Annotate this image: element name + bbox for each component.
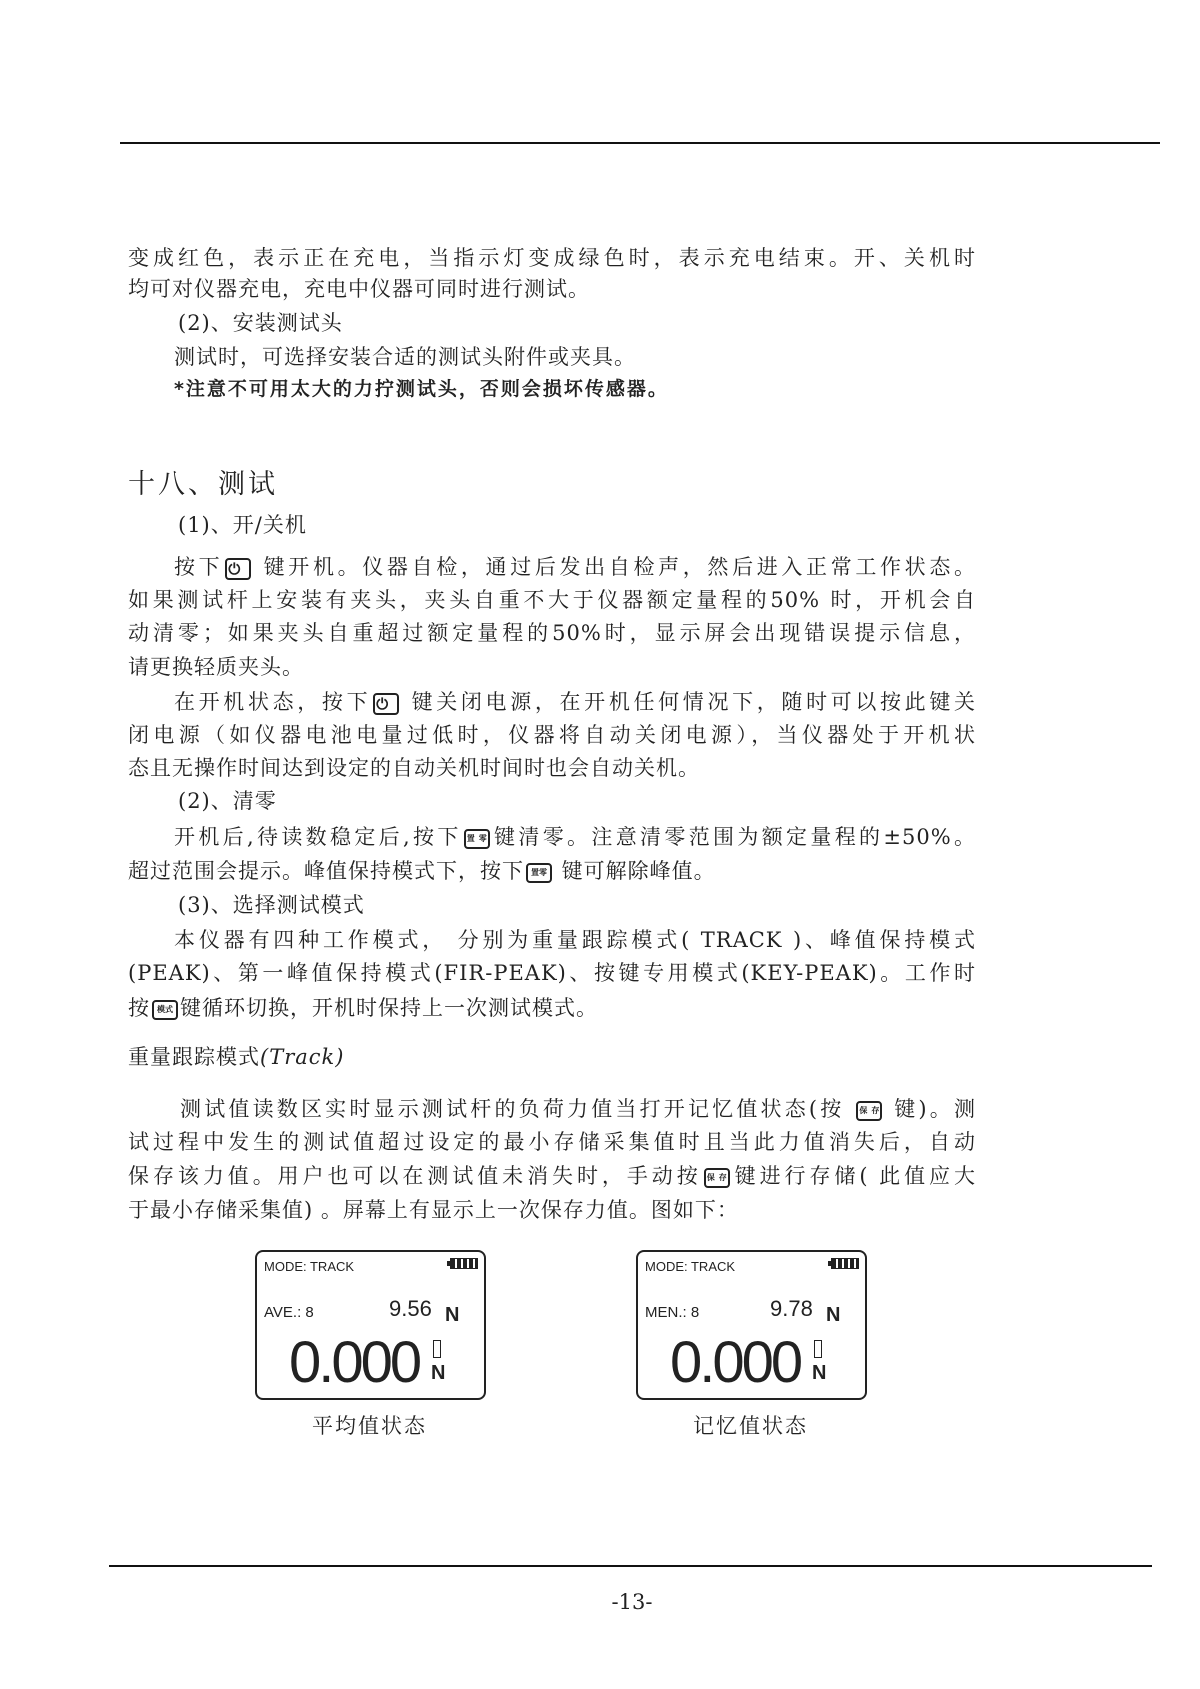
text-line: [128, 993, 976, 1023]
text-line: [178, 786, 1026, 816]
text-line: [128, 243, 976, 273]
text-run: 开机后,待读数稳定后,按下: [174, 825, 462, 849]
down-arrow-icon: [433, 1340, 441, 1358]
zero-key-icon: 置零: [526, 863, 552, 883]
text-line: [128, 753, 976, 783]
text-run: 动清零；如果夹头自重超过额定量程的50%时，显示屏会出现错误提示信息，: [128, 621, 976, 645]
zero-key-icon: 置零: [464, 829, 490, 849]
lcd-value: 9.78: [770, 1296, 813, 1321]
lcd-reading-unit: N: [812, 1362, 827, 1384]
text-run: 键进行存储( 此值应大: [731, 1164, 977, 1188]
lcd-value: 9.56: [389, 1296, 432, 1321]
text-run: (PEAK)、第一峰值保持模式(FIR-PEAK)、按键专用模式(KEY-PEAK)。工作时: [128, 961, 976, 985]
text-italic: (Track): [260, 1045, 345, 1069]
text-line: [180, 1094, 976, 1124]
text-run: 超过范围会提示。峰值保持模式下，按下: [128, 859, 524, 883]
text-run: 保存该力值。用户也可以在测试值未消失时，手动按: [128, 1164, 702, 1188]
text-run: 态且无操作时间达到设定的自动关机时间时也会自动关机。: [128, 756, 700, 780]
text-run: 键)。测: [884, 1097, 976, 1121]
text-line: [128, 1127, 976, 1157]
text-line: [178, 890, 1026, 920]
text-run: 在开机状态，按下: [174, 690, 372, 714]
mode-key-icon: 模式: [152, 1000, 178, 1020]
lcd-reading: 0.000: [670, 1330, 801, 1395]
text-line: [174, 687, 976, 717]
footer-rule: [109, 1565, 1152, 1567]
lcd-label: MEN.: 8: [645, 1304, 700, 1321]
text-run: 测试值读数区实时显示测试杆的负荷力值当打开记忆值状态(按: [180, 1097, 855, 1121]
text-line: [128, 1195, 976, 1225]
lcd-display-memory: [636, 1250, 867, 1400]
text-line: [178, 510, 1026, 540]
header-rule: [120, 142, 1160, 144]
text-run: 重量跟踪模式: [128, 1045, 260, 1069]
save-key-icon: 保存: [704, 1168, 730, 1188]
text-run: 均可对仪器充电，充电中仪器可同时进行测试。: [128, 277, 590, 301]
text-line: [128, 652, 976, 682]
text-line: [128, 274, 976, 304]
text-run: (2)、清零: [178, 789, 277, 813]
down-arrow-icon: [814, 1340, 822, 1358]
page-number: -13-: [611, 1590, 653, 1614]
text-run: (3)、选择测试模式: [178, 893, 365, 917]
battery-icon: [831, 1258, 859, 1269]
lcd-mode: MODE: TRACK: [645, 1259, 736, 1274]
text-run: 键关闭电源，在开机任何情况下，随时可以按此键关: [401, 690, 976, 714]
text-line: [128, 585, 976, 615]
power-key-icon: ⏻: [373, 693, 399, 715]
lcd-display-average: [255, 1250, 486, 1400]
text-line: [128, 856, 976, 886]
text-line: [128, 1161, 976, 1191]
lcd-reading-unit: N: [431, 1362, 446, 1384]
text-run: 试过程中发生的测试值超过设定的最小存储采集值时且当此力值消失后，自动: [128, 1130, 976, 1154]
text-run: *注意不可用太大的力拧测试头，否则会损坏传感器。: [174, 378, 669, 400]
lcd-unit: N: [445, 1304, 460, 1326]
save-key-icon: 保存: [856, 1101, 882, 1121]
text-line: [178, 308, 1026, 338]
lcd-mode: MODE: TRACK: [264, 1259, 355, 1274]
lcd-label: AVE.: 8: [264, 1304, 314, 1321]
text-line: [174, 342, 976, 372]
figure-caption: 记忆值状态: [693, 1414, 808, 1438]
battery-icon: [450, 1258, 478, 1269]
text-line: [128, 720, 976, 750]
text-line: [174, 925, 976, 955]
text-line: [128, 618, 976, 648]
text-run: 本仪器有四种工作模式， 分别为重量跟踪模式( TRACK )、峰值保持模式: [174, 928, 976, 952]
text-line: [128, 958, 976, 988]
lcd-reading: 0.000: [289, 1330, 420, 1395]
text-run: 变成红色，表示正在充电，当指示灯变成绿色时，表示充电结束。开、关机时: [128, 246, 976, 270]
text-run: 请更换轻质夹头。: [128, 655, 304, 679]
text-run: 测试时，可选择安装合适的测试头附件或夹具。: [174, 345, 636, 369]
text-run: 键清零。注意清零范围为额定量程的±50%。: [491, 825, 976, 849]
text-line: [174, 822, 976, 852]
text-run: 键可解除峰值。: [554, 859, 716, 883]
text-run: (2)、安装测试头: [178, 311, 343, 335]
text-run: 如果测试杆上安装有夹头，夹头自重不大于仪器额定量程的50% 时，开机会自: [128, 588, 976, 612]
text-run: 键开机。仪器自检，通过后发出自检声，然后进入正常工作状态。: [253, 555, 976, 579]
power-key-icon: ⏻: [225, 558, 251, 580]
text-run: (1)、开/关机: [178, 513, 307, 537]
lcd-unit: N: [826, 1304, 841, 1326]
text-run: 键循环切换，开机时保持上一次测试模式。: [180, 996, 598, 1020]
text-run: 按下: [174, 555, 224, 579]
figure-caption: 平均值状态: [312, 1414, 427, 1438]
section-heading: 十八、测试: [128, 469, 278, 500]
text-line: [174, 374, 976, 404]
text-run: 按: [128, 996, 150, 1020]
text-run: 闭电源（如仪器电池电量过低时，仪器将自动关闭电源），当仪器处于开机状: [128, 723, 976, 747]
text-line: [174, 552, 976, 582]
text-run: 于最小存储采集值) 。屏幕上有显示上一次保存力值。图如下：: [128, 1198, 739, 1222]
text-line: [128, 1042, 976, 1072]
